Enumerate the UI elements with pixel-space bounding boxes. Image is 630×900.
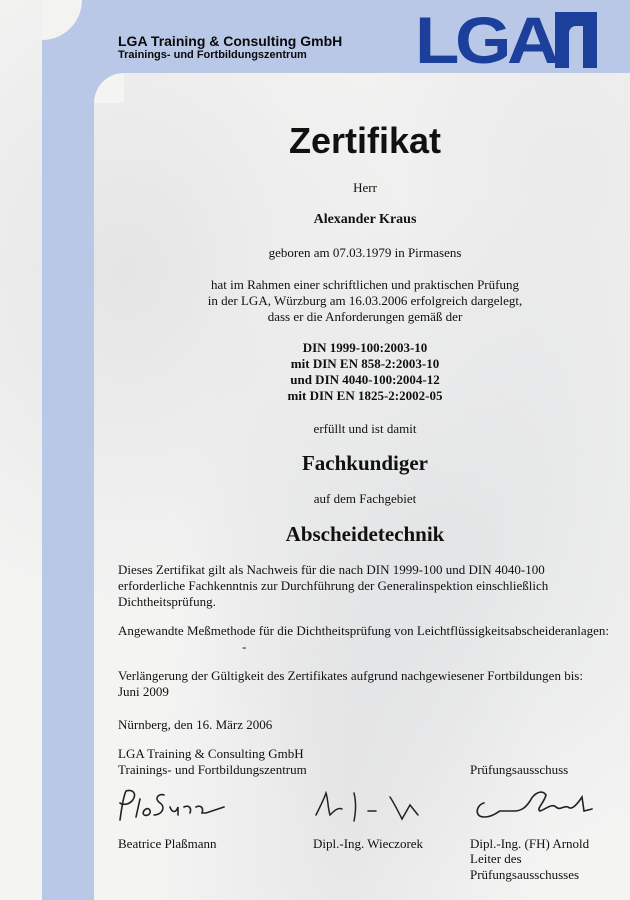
- signer-name: Beatrice Plaßmann: [118, 836, 217, 851]
- signature-arnold: [470, 783, 610, 828]
- band-corner: [94, 73, 124, 103]
- standards-list: [100, 340, 630, 404]
- salutation: Herr: [353, 180, 377, 195]
- signature-plassmann: [112, 785, 232, 830]
- signer-role: Leiter des Prüfungsausschusses: [470, 851, 580, 882]
- logo-text: LGA: [415, 3, 556, 77]
- signature-wieczorek: [310, 785, 425, 830]
- standard-item: DIN 1999-100:2003-10: [302, 340, 428, 355]
- validity-line: Dieses Zertifikat gilt als Nachweis für die nach DIN 1999-100 und DIN 4040-100: [118, 562, 545, 577]
- extension-text: [118, 668, 628, 700]
- field-intro: auf dem Fachgebiet: [313, 491, 417, 506]
- exam-text: [100, 277, 630, 325]
- exam-line: in der LGA, Würzburg am 16.03.2006 erfolgreich dargelegt,: [207, 293, 523, 308]
- footer-org-name: LGA Training & Consulting GmbH: [118, 746, 304, 761]
- fulfils-line: erfüllt und ist damit: [313, 421, 417, 436]
- company-name: LGA Training & Consulting GmbH: [118, 33, 343, 49]
- standard-item: mit DIN EN 858-2:2003-10: [290, 356, 440, 371]
- method-line: Angewandte Meßmethode für die Dichtheitsprüfung von Leichtflüssigkeitsabscheideranlagen:: [118, 623, 609, 638]
- standard-item: und DIN 4040-100:2004-12: [290, 372, 440, 387]
- standard-item: mit DIN EN 1825-2:2002-05: [287, 388, 443, 403]
- committee-label: Prüfungsausschuss: [470, 762, 569, 777]
- validity-text: [118, 562, 628, 610]
- extension-line: Verlängerung der Gültigkeit des Zertifikates aufgrund nachgewiesener Fortbildungen bis:: [118, 668, 583, 683]
- lga-logo: [415, 3, 556, 77]
- qualification: Fachkundiger: [301, 451, 429, 475]
- footer-org-subtitle: Trainings- und Fortbildungszentrum: [118, 762, 307, 777]
- exam-line: dass er die Anforderungen gemäß der: [267, 309, 463, 324]
- recipient-name: Alexander Kraus: [313, 212, 417, 227]
- place-date: Nürnberg, den 16. März 2006: [118, 717, 273, 732]
- header-company: [118, 33, 342, 62]
- exam-line: hat im Rahmen einer schriftlichen und praktischen Prüfung: [211, 277, 519, 292]
- company-subtitle: Trainings- und Fortbildungszentrum: [118, 49, 307, 61]
- field-name: Abscheidetechnik: [285, 522, 445, 546]
- signer-name: Dipl.-Ing. Wieczorek: [313, 836, 424, 851]
- signer-name: Dipl.-Ing. (FH) Arnold: [470, 836, 590, 851]
- certificate-title: Zertifikat: [288, 120, 442, 161]
- side-band: [42, 40, 94, 900]
- method-value: -: [242, 639, 247, 654]
- birth-line: geboren am 07.03.1979 in Pirmasens: [268, 245, 462, 260]
- validity-line: Dichtheitsprüfung.: [118, 594, 216, 609]
- extension-line: Juni 2009: [118, 684, 169, 699]
- validity-line: erforderliche Fachkenntnis zur Durchführung der Generalinspektion einschließlich: [118, 578, 549, 593]
- logo-mark: [555, 12, 597, 68]
